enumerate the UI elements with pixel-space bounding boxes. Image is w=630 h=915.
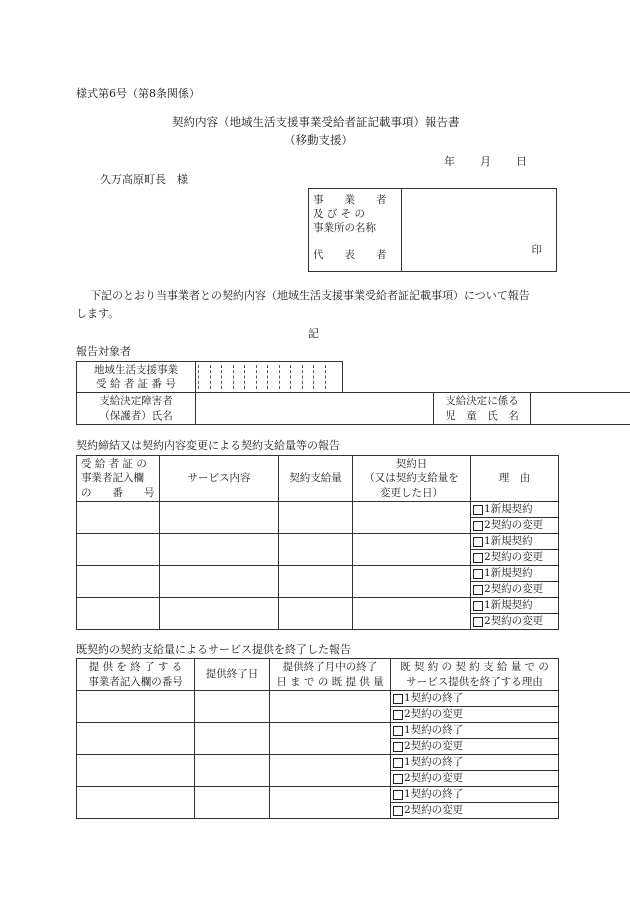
checkbox-icon (393, 774, 403, 784)
option-contract-end[interactable] (391, 691, 558, 707)
option-label: 2契約の変更 (484, 615, 544, 628)
checkbox-icon (393, 758, 403, 768)
provider-table (308, 188, 557, 272)
child-label-2: 児 童 氏 名 (445, 409, 519, 422)
s1-cert-field[interactable] (77, 598, 160, 630)
cert-label-2: 受 給 者 証 番 号 (96, 378, 176, 390)
s1-col4-line3: 変更した日） (380, 486, 443, 499)
checkbox-icon (393, 806, 403, 816)
subject-heading: 報告対象者 (76, 345, 131, 358)
table-row (77, 755, 559, 787)
checkbox-icon (473, 521, 483, 531)
s2-reason-cell (391, 755, 559, 787)
section1-heading: 契約締結又は契約内容変更による契約支給量等の報告 (76, 439, 340, 452)
s1-amount-field[interactable] (279, 566, 353, 598)
table-row (77, 691, 559, 723)
checkbox-icon (473, 601, 483, 611)
option-contract-end[interactable] (391, 787, 558, 803)
contract-table (76, 455, 559, 630)
digit-box (313, 365, 325, 389)
checkbox-icon (393, 790, 403, 800)
s1-service-field[interactable] (160, 534, 279, 566)
s2-end-date-field[interactable] (195, 723, 270, 755)
s2-col1-line2: 事業者記入欄の番号 (88, 675, 183, 688)
option-label: 1契約の終了 (404, 724, 464, 737)
s1-cert-field[interactable] (77, 566, 160, 598)
s2-provided-field[interactable] (270, 787, 391, 819)
cert-number-digits[interactable] (196, 362, 343, 393)
s2-col-end-date: 提供終了日 (195, 659, 270, 691)
option-new-contract[interactable] (471, 566, 558, 582)
option-contract-end[interactable] (391, 723, 558, 739)
body-text-line1: 下記のとおり当事業者との契約内容（地域生活支援事業受給者証記載事項）について報告 (90, 289, 530, 302)
s2-col-number (77, 659, 195, 691)
s1-reason-cell (471, 566, 559, 598)
option-contract-change[interactable] (391, 771, 558, 786)
s2-col4-line2: サービス提供を終了する理由 (406, 675, 543, 688)
body-text-line2: します。 (76, 307, 120, 320)
date-year: 年 (444, 155, 455, 168)
cert-label-1: 地域生活支援事業 (94, 363, 178, 376)
checkbox-icon (393, 726, 403, 736)
s2-number-field[interactable] (77, 723, 195, 755)
person-name-field[interactable] (196, 393, 434, 425)
provider-label-3: 事業所の名称 (313, 222, 376, 235)
option-change-contract[interactable] (471, 582, 558, 597)
cert-number-label (77, 362, 196, 393)
option-label: 1新規契約 (484, 567, 533, 580)
addressee: 久万高原町長 様 (100, 173, 188, 186)
checkbox-icon (473, 553, 483, 563)
s1-col-amount: 契約支給量 (279, 456, 353, 502)
provider-label-cell (309, 189, 402, 272)
s1-service-field[interactable] (160, 502, 279, 534)
person-label-2: （保護者）氏名 (99, 409, 173, 422)
s1-date-field[interactable] (353, 534, 471, 566)
s1-reason-cell (471, 598, 559, 630)
option-label: 1新規契約 (484, 503, 533, 516)
s1-col1-line2: 事業者記入欄 (81, 472, 144, 485)
person-label-1: 支給決定障害者 (99, 395, 173, 408)
option-label: 1新規契約 (484, 535, 533, 548)
child-label-1: 支給決定に係る (445, 395, 519, 408)
s2-number-field[interactable] (77, 755, 195, 787)
s1-service-field[interactable] (160, 598, 279, 630)
seal-mark: 印 (531, 244, 542, 256)
table-row (77, 723, 559, 755)
s1-cert-field[interactable] (77, 534, 160, 566)
ki-label: 記 (308, 327, 319, 340)
s2-provided-field[interactable] (270, 691, 391, 723)
digit-box (302, 365, 314, 389)
s2-col4-line1: 既 契 約 の 契 約 支 給 量 で の (400, 661, 549, 674)
form-number: 様式第6号（第8条関係） (76, 87, 200, 100)
s1-col-cert (77, 456, 160, 502)
option-label: 1新規契約 (484, 599, 533, 612)
table-row (77, 566, 559, 598)
checkbox-icon (473, 585, 483, 595)
representative-label: 代 表 者 (313, 248, 387, 261)
s1-reason-cell (471, 502, 559, 534)
s1-col4-line2: （又は契約支給量を (364, 472, 459, 485)
option-label: 2契約の変更 (484, 551, 544, 564)
option-new-contract[interactable] (471, 598, 558, 614)
section2-heading: 既契約の契約支給量によるサービス提供を終了した報告 (76, 643, 351, 656)
page-title: 契約内容（地域生活支援事業受給者証記載事項）報告書 (172, 115, 460, 129)
s1-date-field[interactable] (353, 566, 471, 598)
provider-name-field[interactable] (402, 189, 557, 272)
table-row (77, 534, 559, 566)
subject-table (76, 361, 630, 425)
table-row (77, 787, 559, 819)
checkbox-icon (393, 694, 403, 704)
option-contract-end[interactable] (391, 755, 558, 771)
s2-provided-field[interactable] (270, 723, 391, 755)
option-label: 2契約の変更 (404, 740, 464, 753)
s2-provided-field[interactable] (270, 755, 391, 787)
s2-reason-cell (391, 691, 559, 723)
s1-date-field[interactable] (353, 598, 471, 630)
s1-col-service: サービス内容 (160, 456, 279, 502)
checkbox-icon (473, 505, 483, 515)
termination-table (76, 658, 559, 819)
option-contract-change[interactable] (391, 803, 558, 818)
s2-reason-cell (391, 787, 559, 819)
digit-box (290, 365, 302, 389)
date-day: 日 (516, 155, 527, 168)
s1-cert-field[interactable] (77, 502, 160, 534)
s2-number-field[interactable] (77, 787, 195, 819)
checkbox-icon (473, 617, 483, 627)
digit-box (267, 365, 279, 389)
empty-area (343, 362, 630, 393)
option-label: 2契約の変更 (404, 708, 464, 721)
provider-label-2: 及 び そ の (313, 208, 366, 221)
option-change-contract[interactable] (471, 550, 558, 565)
option-change-contract[interactable] (471, 518, 558, 533)
person-name-label (77, 393, 196, 425)
option-label: 2契約の変更 (484, 519, 544, 532)
digit-box (325, 365, 337, 389)
digit-box (233, 365, 245, 389)
option-new-contract[interactable] (471, 502, 558, 518)
option-label: 1契約の終了 (404, 692, 464, 705)
checkbox-icon (393, 710, 403, 720)
option-contract-change[interactable] (391, 739, 558, 754)
s1-amount-field[interactable] (279, 598, 353, 630)
checkbox-icon (393, 742, 403, 752)
digit-box (256, 365, 268, 389)
child-name-label (434, 393, 531, 425)
checkbox-icon (473, 537, 483, 547)
provider-label-1: 事 業 者 (313, 194, 387, 206)
option-label: 2契約の変更 (404, 804, 464, 817)
s1-date-field[interactable] (353, 502, 471, 534)
option-label: 1契約の終了 (404, 756, 464, 769)
s1-col-reason: 理 由 (471, 456, 559, 502)
checkbox-icon (473, 569, 483, 579)
digit-box (210, 365, 222, 389)
s1-service-field[interactable] (160, 566, 279, 598)
table-row (77, 502, 559, 534)
date-month: 月 (480, 155, 491, 168)
child-name-field[interactable] (531, 393, 630, 425)
option-label: 2契約の変更 (404, 772, 464, 785)
s1-amount-field[interactable] (279, 534, 353, 566)
option-change-contract[interactable] (471, 614, 558, 629)
s2-col3-line1: 提供終了月中の終了 (282, 661, 378, 674)
s2-col3-line2: 日 ま で の 既 提 供 量 (276, 675, 384, 688)
page-subtitle: （移動支援） (284, 133, 353, 147)
s1-col4-line1: 契約日 (395, 458, 428, 471)
s1-col-date (353, 456, 471, 502)
s1-amount-field[interactable] (279, 502, 353, 534)
option-label: 1契約の終了 (404, 788, 464, 801)
option-new-contract[interactable] (471, 534, 558, 550)
digit-box (221, 365, 233, 389)
s2-end-date-field[interactable] (195, 787, 270, 819)
option-label: 2契約の変更 (484, 583, 544, 596)
s2-col1-line1: 提 供 を 終 了 す る (88, 661, 183, 674)
s2-end-date-field[interactable] (195, 691, 270, 723)
s2-reason-cell (391, 723, 559, 755)
s2-number-field[interactable] (77, 691, 195, 723)
s1-reason-cell (471, 534, 559, 566)
s2-col-provided (270, 659, 391, 691)
s1-col1-line3: の 番 号 (81, 486, 155, 499)
s2-col-reason (391, 659, 559, 691)
table-row (77, 598, 559, 630)
digit-box (279, 365, 291, 389)
option-contract-change[interactable] (391, 707, 558, 722)
s1-col1-line1: 受 給 者 証 の (81, 458, 147, 471)
digit-box (198, 365, 210, 389)
digit-box (244, 365, 256, 389)
s2-end-date-field[interactable] (195, 755, 270, 787)
